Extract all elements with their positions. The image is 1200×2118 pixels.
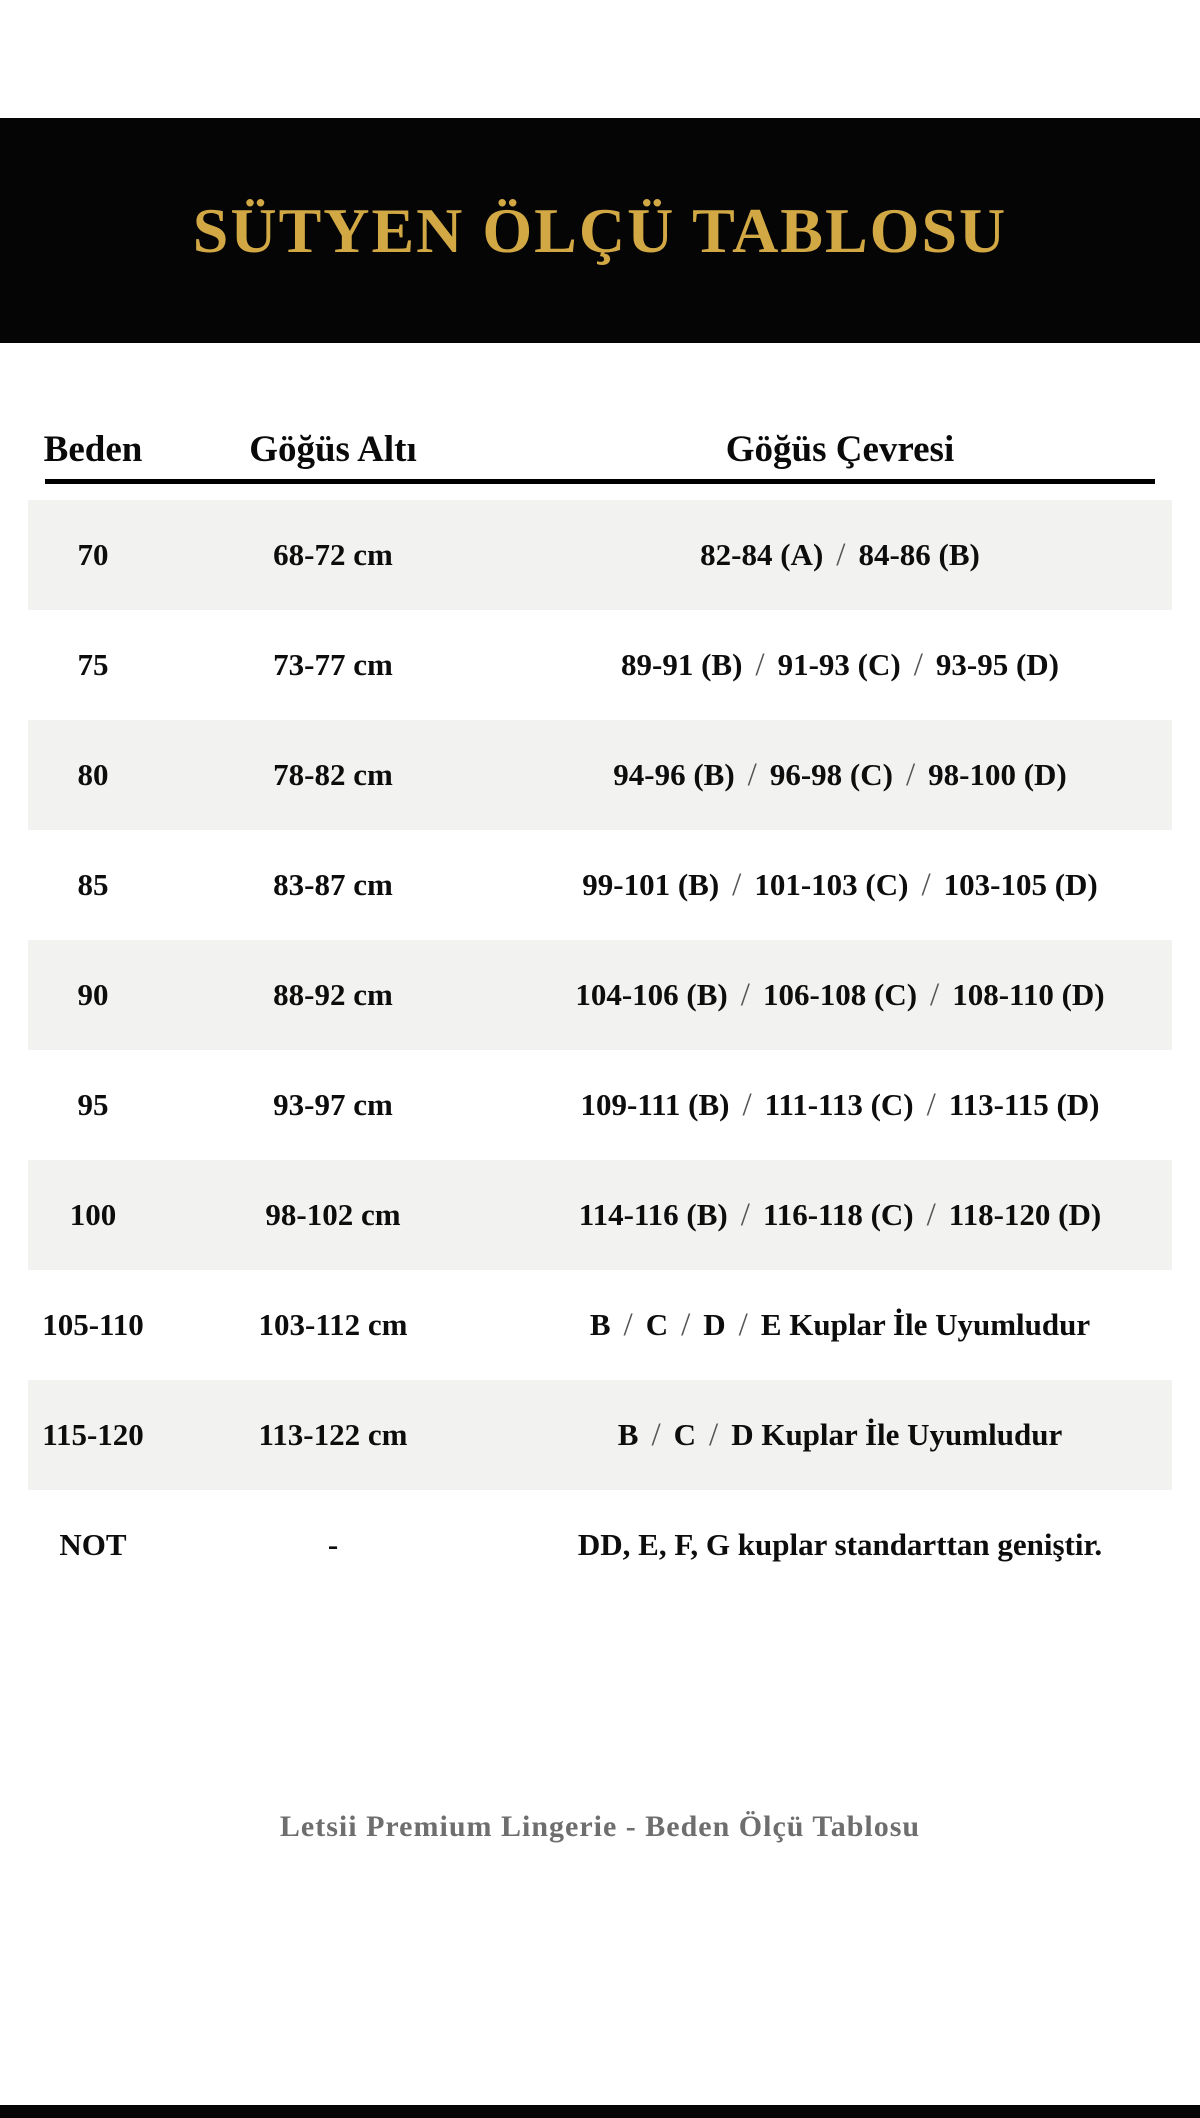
cell-beden: 115-120 xyxy=(42,1417,144,1452)
slash-separator: / xyxy=(732,866,742,903)
slash-separator: / xyxy=(740,976,750,1013)
slash-separator: / xyxy=(926,1086,936,1123)
cell-gogus-alti: 98-102 cm xyxy=(265,1197,401,1232)
slash-separator: / xyxy=(905,756,916,793)
cell-beden: NOT xyxy=(59,1527,127,1562)
cell-gogus-cevresi: 94-96 (B) / 96-98 (C) / 98-100 (D) xyxy=(613,756,1067,793)
cell-gogus-alti: 103-112 cm xyxy=(258,1307,408,1342)
slash-separator: / xyxy=(623,1306,633,1343)
size-table-body xyxy=(0,500,1200,1600)
title-banner xyxy=(0,118,1200,343)
cell-gogus-cevresi: 89-91 (B) / 91-93 (C) / 93-95 (D) xyxy=(621,646,1059,683)
footer-credit: Letsii Premium Lingerie - Beden Ölçü Tablosu xyxy=(279,1810,921,1843)
cell-beden: 100 xyxy=(69,1197,117,1232)
cell-beden: 85 xyxy=(77,867,109,902)
slash-separator: / xyxy=(747,756,757,793)
slash-separator: / xyxy=(738,1306,748,1343)
cell-gogus-cevresi: 109-111 (B) / 111-113 (C) / 113-115 (D) xyxy=(580,1086,1100,1123)
cell-gogus-cevresi: B / C / D / E Kuplar İle Uyumludur xyxy=(589,1306,1091,1343)
table-row xyxy=(28,940,1172,1050)
cell-beden: 70 xyxy=(77,537,109,572)
page-title: SÜTYEN ÖLÇÜ TABLOSU xyxy=(192,194,1008,266)
cell-gogus-cevresi: 99-101 (B) / 101-103 (C) / 103-105 (D) xyxy=(582,866,1098,903)
slash-separator: / xyxy=(921,866,931,903)
cell-beden: 95 xyxy=(77,1087,109,1122)
cell-gogus-alti: 73-77 cm xyxy=(273,647,393,682)
table-row xyxy=(28,1050,1172,1160)
slash-separator: / xyxy=(681,1306,691,1343)
table-row xyxy=(28,1160,1172,1270)
cell-gogus-alti: 68-72 cm xyxy=(273,537,393,572)
table-row xyxy=(28,1270,1172,1380)
cell-gogus-alti: 78-82 cm xyxy=(273,757,393,792)
cell-gogus-cevresi: B / C / D Kuplar İle Uyumludur xyxy=(617,1416,1063,1453)
cell-beden: 80 xyxy=(77,757,109,792)
cell-gogus-alti: 93-97 cm xyxy=(273,1087,393,1122)
slash-separator: / xyxy=(740,1196,750,1233)
cell-gogus-alti: - xyxy=(327,1527,339,1562)
slash-separator: / xyxy=(913,646,923,683)
cell-gogus-alti: 113-122 cm xyxy=(258,1417,408,1452)
cell-beden: 90 xyxy=(77,977,109,1012)
bottom-black-bar xyxy=(0,2105,1200,2118)
header-gogus-cevresi: Göğüs Çevresi xyxy=(725,429,955,470)
header-underline xyxy=(45,479,1155,484)
cell-gogus-cevresi: 82-84 (A) / 84-86 (B) xyxy=(700,536,980,573)
cell-gogus-cevresi: DD, E, F, G kuplar standarttan geniştir. xyxy=(577,1527,1103,1562)
cell-beden: 105-110 xyxy=(42,1307,144,1342)
table-row xyxy=(28,720,1172,830)
table-row xyxy=(28,1490,1172,1600)
slash-separator: / xyxy=(836,536,846,573)
header-gogus-alti: Göğüs Altı xyxy=(249,429,417,470)
slash-separator: / xyxy=(755,646,765,683)
slash-separator: / xyxy=(930,976,940,1013)
header-beden: Beden xyxy=(43,429,143,470)
slash-separator: / xyxy=(926,1196,936,1233)
table-row xyxy=(28,500,1172,610)
slash-separator: / xyxy=(709,1416,719,1453)
size-table xyxy=(0,413,1200,1600)
table-row xyxy=(28,830,1172,940)
cell-gogus-alti: 88-92 cm xyxy=(273,977,393,1012)
table-row xyxy=(28,610,1172,720)
slash-separator: / xyxy=(651,1416,661,1453)
cell-gogus-cevresi: 114-116 (B) / 116-118 (C) / 118-120 (D) xyxy=(578,1196,1102,1233)
table-header-row xyxy=(0,413,1200,471)
table-row xyxy=(28,1380,1172,1490)
cell-gogus-alti: 83-87 cm xyxy=(273,867,393,902)
cell-gogus-cevresi: 104-106 (B) / 106-108 (C) / 108-110 (D) xyxy=(575,976,1105,1013)
slash-separator: / xyxy=(742,1086,752,1123)
cell-beden: 75 xyxy=(77,647,109,682)
